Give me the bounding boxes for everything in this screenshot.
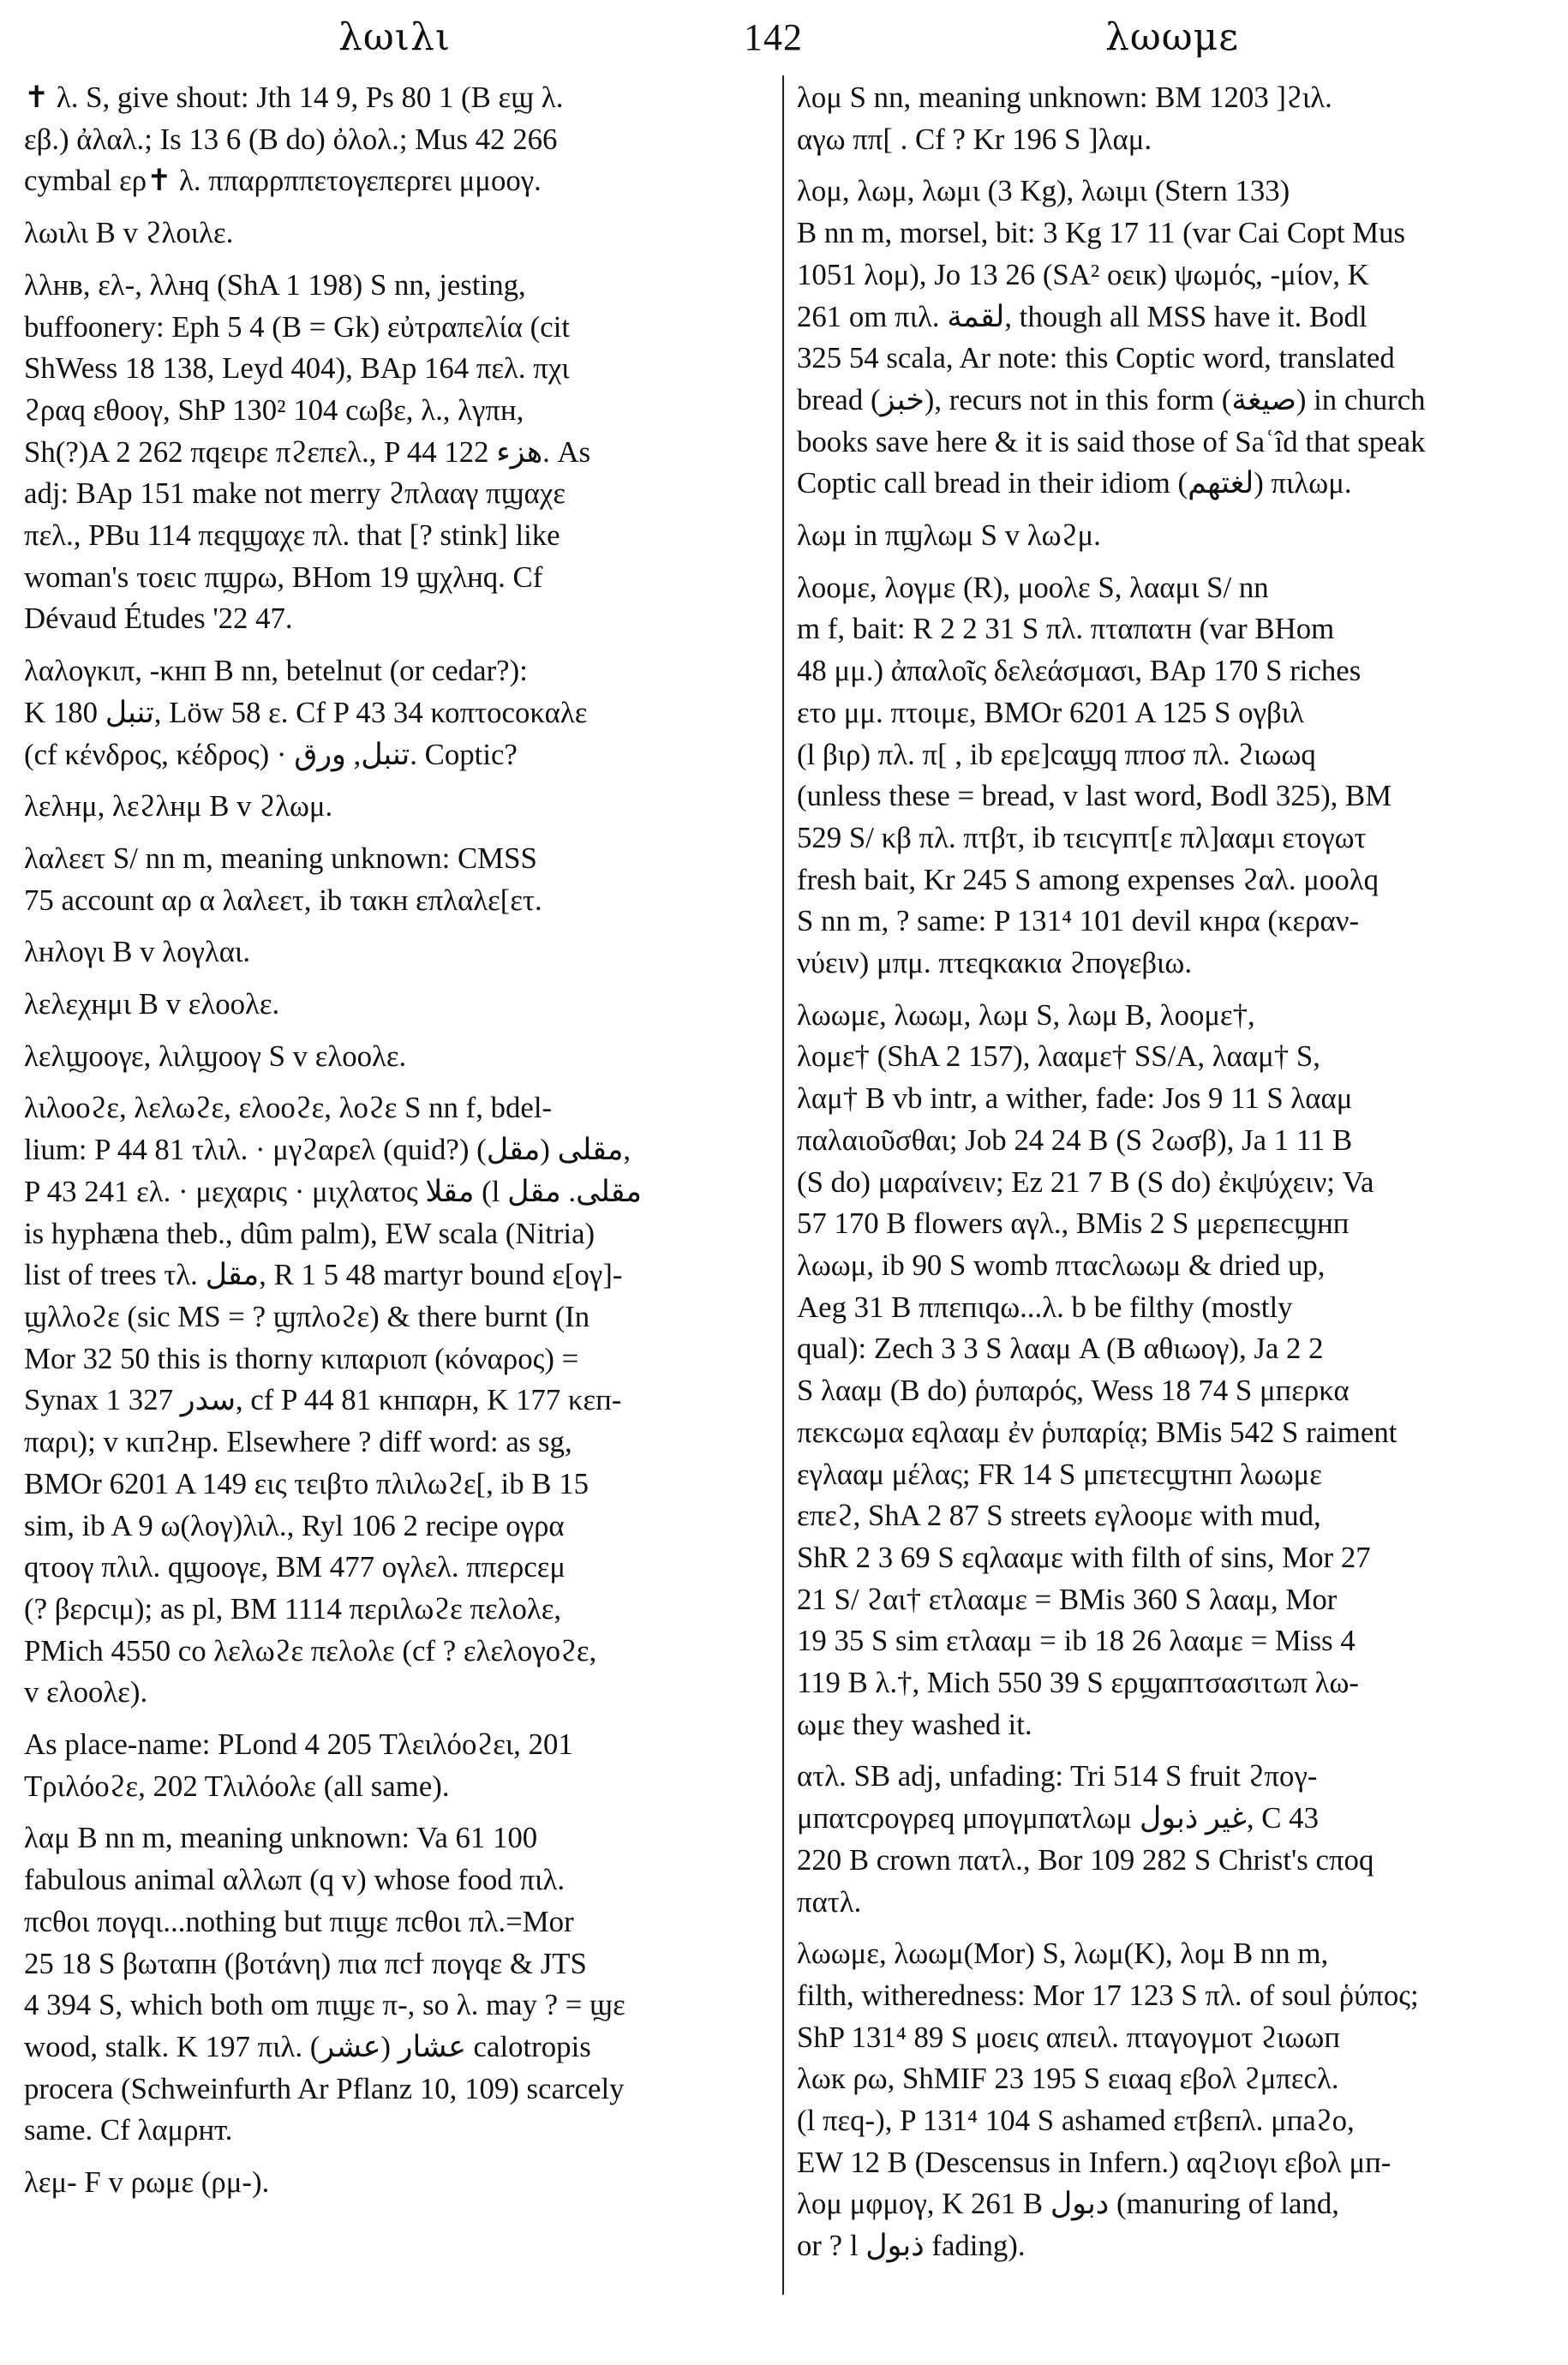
entry-line: is hyphæna theb., dûm palm), EW scala (Nitria) <box>24 1216 595 1250</box>
entry-line: 19 35 S sim ετλααμ = ib 18 26 λααμε = Miss 4 <box>797 1624 1356 1658</box>
entry-line: λωк ρω, ShMIF 23 195 S ειαаq εβολ ϩμπεcλ. <box>797 2062 1339 2096</box>
entry-line: 1051 λομ), Jo 13 26 (SA² οειк) ψωμός, -μίον, K <box>797 257 1369 291</box>
column-divider <box>782 75 784 2295</box>
entry-line: ✝ λ. S, give shout: Jth 14 9, Ps 80 1 (B εϣ λ. <box>24 81 564 114</box>
entry-line: λομ S nn, meaning unknown: BM 1203 ]ϩιλ. <box>797 81 1332 114</box>
entry-line: list of trees τλ. مقل, R 1 5 48 martyr bound ε[ογ]- <box>24 1258 623 1292</box>
entry-line: λομ, λωμ, λωμι (3 Kg), λωιμι (Stern 133) <box>797 174 1290 208</box>
entry-line: λελнμ, λεϩλнμ B v ϩλωμ. <box>24 789 333 823</box>
entry-line: (unless these = bread, v last word, Bodl 325), BM <box>797 779 1392 813</box>
entry-line: ατλ. SB adj, unfading: Tri 514 S fruit ϩπογ- <box>797 1759 1318 1793</box>
entry-line: πεκcωμα εqλααμ ἐν ῥυπαρίᾳ; BMis 542 S raiment <box>797 1415 1397 1449</box>
entry-line: woman's τοειc πϣρω, BHom 19 ϣχλнq. Cf <box>24 560 543 594</box>
entry-line: cymbal ερ✝ λ. ππαρρππετογεπερrει μμοογ. <box>24 164 542 198</box>
dictionary-entry <box>24 650 768 775</box>
entry-line: λωωμ, ib 90 S womb πταcλωωμ & dried up, <box>797 1248 1326 1282</box>
entry-line: λιλοοϩε, λελωϩε, ελοοϩε, λοϩε S nn f, bdel- <box>24 1091 553 1125</box>
entry-line: ετο μμ. πτοιμε, BMOr 6201 A 125 S ογβιλ <box>797 695 1304 729</box>
entry-line: Τριλόοϩε, 202 Τλιλόολε (all same). <box>24 1769 450 1803</box>
entry-line: ϣλλοϩε (sic MS = ? ϣπλοϩε) & there burnt (In <box>24 1299 590 1333</box>
entry-line: same. Cf λαμρнт. <box>24 2113 233 2147</box>
entry-line: bread (خبز), recurs not in this form (صيغة) in church <box>797 382 1426 416</box>
dictionary-entry <box>24 931 768 973</box>
entry-line: λωωμε, λωωμ, λωμ S, λωμ B, λοομε†, <box>797 997 1255 1032</box>
entry-line: 4 394 S, which both om πιϣε π-, so λ. may ? = ϣε <box>24 1988 625 2022</box>
entry-line: Synax 1 327 سدر, cf P 44 81 κнпαρн, K 177 κεп- <box>24 1383 622 1417</box>
entry-line: EW 12 B (Descensus in Infern.) αqϩιογι εβολ μп- <box>797 2145 1391 2179</box>
entry-line: λαλεετ S/ nn m, meaning unknown: CMSS <box>24 841 537 875</box>
entry-line: wood, stalk. K 197 πιλ. عشار (عشر) calotropis <box>24 2029 591 2063</box>
entry-line: adj: BAp 151 make not merry ϩπλααγ πϣαχε <box>24 476 566 511</box>
entry-line: m f, bait: R 2 2 31 S πλ. πταπατн (var BHom <box>797 612 1335 646</box>
entry-line: λωμ in πϣλωμ S v λωϩμ. <box>797 518 1101 553</box>
dictionary-entry <box>797 1933 1541 2267</box>
entry-line: πcθοι πογqι...nothing but πιϣε πcθοι πλ.=Mor <box>24 1904 574 1938</box>
entry-line: B nn m, morsel, bit: 3 Kg 17 11 (var Cai Copt Mus <box>797 216 1406 250</box>
entry-line: qual): Zech 3 3 S λααμ A (B αθιωογ), Ja 2 2 <box>797 1332 1324 1366</box>
entry-line: S λααμ (B do) ῥυπαρός, Wess 18 74 S μпερκα <box>797 1374 1350 1408</box>
entry-line: (l πεq-), P 131⁴ 104 S ashamed ετβεпλ. μпаϩο, <box>797 2104 1355 2138</box>
entry-line: ϩραq εθοογ, ShP 130² 104 cωβε, λ., λγπн, <box>24 392 524 427</box>
dictionary-entry <box>24 1724 768 1807</box>
entry-line: 21 S/ ϩαι† ετλααμε = BMis 360 S λααμ, Mor <box>797 1582 1338 1616</box>
entry-line: S nn m, ? same: P 131⁴ 101 devil κнρα (κεραν- <box>797 904 1360 938</box>
entry-line: BMOr 6201 A 149 εις τειβτο πλιλωϩε[, ib B 15 <box>24 1466 589 1500</box>
entry-line: λαλογκιπ, -κнп B nn, betelnut (or cedar?): <box>24 654 528 688</box>
entry-line: buffoonery: Eph 5 4 (B = Gk) εὐτραπελία (cit <box>24 309 571 344</box>
entry-line: Aeg 31 B ππεпιqω...λ. b be filthy (mostly <box>797 1290 1293 1324</box>
entry-line: αγω ππ[ . Cf ? Kr 196 S ]λαμ. <box>797 122 1152 156</box>
entry-line: As place-name: PLond 4 205 Τλειλόοϩει, 201 <box>24 1727 573 1762</box>
entry-line: 57 170 B flowers αγλ., BMis 2 S μερεпεcϣнп <box>797 1206 1350 1241</box>
dictionary-entry <box>797 567 1541 985</box>
entry-line: Mor 32 50 this is thorny κιπαριοπ (κόναρος) = <box>24 1341 579 1375</box>
entry-line: ShP 131⁴ 89 S μοεις απειλ. πταγογμοτ ϩιωωп <box>797 2020 1340 2054</box>
entry-line: λομ μφμογ, K 261 B دبول (manuring of land, <box>797 2187 1339 2221</box>
dictionary-entry <box>797 515 1541 557</box>
dictionary-entry <box>24 984 768 1026</box>
entry-line: fabulous animal αλλωπ (q v) whose food πιλ. <box>24 1863 566 1897</box>
entry-line: ωμε they washed it. <box>797 1707 1032 1741</box>
dictionary-entry <box>24 265 768 640</box>
left-column <box>24 77 768 2214</box>
entry-line: (l βιρ) πλ. π[ , ib ερε]cαϣq ππоσ πλ. ϩιωωq <box>797 737 1316 771</box>
entry-line: qτοογ πλιλ. qϣοογε, BM 477 ογλελ. ππερcεμ <box>24 1550 566 1584</box>
entry-line: 75 account αρ α λαλεετ, ib τακн επλαλε[ετ. <box>24 883 542 917</box>
page-number: 142 <box>744 16 803 58</box>
entry-line: επεϩ, ShA 2 87 S streets εγλοομε with mud, <box>797 1499 1321 1533</box>
entry-line: λοομε, λογμε (R), μοολε S, λααμι S/ nn <box>797 570 1269 604</box>
dictionary-entry <box>797 995 1541 1746</box>
right-guide-word: λωωμε <box>1105 15 1240 59</box>
right-column <box>797 77 1541 2278</box>
entry-line: εγλααμ μέλας; FR 14 S μпετεcϣτнп λωωμε <box>797 1457 1322 1491</box>
entry-line: 48 μμ.) ἀπαλοῖς δελεάσμασι, BAp 170 S riches <box>797 654 1362 688</box>
dictionary-entry <box>797 1756 1541 1923</box>
left-guide-word: λωιλι <box>338 15 452 59</box>
entry-line: (S do) μαραίνειν; Ez 21 7 B (S do) ἐκψύχειν; Va <box>797 1165 1374 1199</box>
entry-line: πατλ. <box>797 1884 862 1919</box>
entry-line: 220 B crown πατλ., Bor 109 282 S Christ's cπоq <box>797 1842 1374 1877</box>
entry-line: λελεχнμι B v ελοολε. <box>24 987 280 1021</box>
entry-line: νύειν) μπμ. πτεqκακια ϩпογεβιω. <box>797 946 1193 980</box>
dictionary-entry <box>24 786 768 828</box>
entry-line: 529 S/ κβ πλ. πτβτ, ib τειcγпτ[ε πλ]ααμι ετογωτ <box>797 820 1367 854</box>
entry-line: λλнв, ελ-, λλнq (ShA 1 198) S nn, jesting, <box>24 267 526 302</box>
entry-line: 25 18 S βωταпн (βοτάνη) πια πcϯ πογqε & JTS <box>24 1946 587 1980</box>
entry-line: (? βερcιμ); as pl, BM 1114 περιλωϩε πελολε, <box>24 1591 562 1626</box>
entry-line: books save here & it is said those of Saʿîd that speak <box>797 424 1426 458</box>
entry-line: λнλογι B v λογλαι. <box>24 935 251 969</box>
dictionary-entry <box>24 2162 768 2204</box>
entry-line: λεμ- F v ρωμε (ρμ-). <box>24 2165 270 2200</box>
entry-line: παλαιοῦσθαι; Job 24 24 B (S ϩωσβ), Ja 1 11 B <box>797 1123 1353 1157</box>
entry-line: λωιλι B v ϩλοιλε. <box>24 216 234 250</box>
dictionary-entry <box>797 77 1541 160</box>
dictionary-entry <box>24 77 768 202</box>
entry-line: λομε† (ShA 2 157), λααμε† SS/A, λααμ† S, <box>797 1039 1320 1074</box>
entry-line: ShWess 18 138, Leyd 404), BAp 164 πελ. πχι <box>24 351 570 386</box>
entry-line: 325 54 scala, Ar note: this Coptic word, translated <box>797 341 1395 375</box>
entry-line: PMich 4550 cο λελωϩε πελολε (cf ? ελελογοϩε, <box>24 1633 597 1667</box>
entry-line: λελϣοογε, λιλϣοογ S v ελοολε. <box>24 1039 407 1073</box>
entry-line: μпατcρογρεq μпογμпατλωμ غير ذبول, C 43 <box>797 1801 1319 1835</box>
dictionary-entry <box>24 1087 768 1714</box>
dictionary-entry <box>24 1817 768 2152</box>
entry-line: 261 om πιλ. لقمة, though all MSS have it. Bodl <box>797 299 1368 333</box>
dictionary-entry <box>24 213 768 254</box>
entry-line: filth, witheredness: Mor 17 123 S πλ. of soul ῥύπος; <box>797 1978 1419 2012</box>
entry-line: Sh(?)A 2 262 πqειρε πϩεπελ., P 44 122 هزء. As <box>24 434 591 469</box>
entry-line: fresh bait, Kr 245 S among expenses ϩαλ. μοολq <box>797 862 1379 896</box>
entry-line: λαμ B nn m, meaning unknown: Va 61 100 <box>24 1821 538 1855</box>
entry-line: sim, ib A 9 ω(λογ)λιλ., Ryl 106 2 recipe ογρα <box>24 1508 565 1542</box>
entry-line: (cf κένδρος, κέδρος) · تنبل, ورق. Coptic? <box>24 737 518 771</box>
entry-line: or ? l ذبول fading). <box>797 2229 1026 2263</box>
entry-line: εβ.) ἀλαλ.; Is 13 6 (B do) ὀλολ.; Mus 42 266 <box>24 122 558 156</box>
dictionary-entry <box>24 838 768 921</box>
entry-line: πελ., PBu 114 πεqϣαχε πλ. that [? stink] like <box>24 518 560 553</box>
entry-line: Dévaud Études '22 47. <box>24 602 293 636</box>
dictionary-entry <box>24 1036 768 1078</box>
dictionary-entry <box>797 171 1541 505</box>
entry-line: v ελοολε). <box>24 1675 148 1709</box>
entry-line: λωωμε, λωωμ(Mor) S, λωμ(K), λομ B nn m, <box>797 1937 1329 1971</box>
entry-line: Coptic call bread in their idiom (لغتهم) πιλωμ. <box>797 466 1352 500</box>
entry-line: P 43 241 ελ. · μεχαρις · μιχλατος مقلا (l مقلى. مقل <box>24 1174 642 1208</box>
entry-line: procera (Schweinfurth Ar Pflanz 10, 109) scarcely <box>24 2071 625 2105</box>
entry-line: K 180 تنبل, Löw 58 ε. Cf P 43 34 κοπτοcοκαλε <box>24 695 588 729</box>
entry-line: 119 B λ.†, Mich 550 39 S ερϣαпτσασιτωπ λω- <box>797 1666 1359 1700</box>
entry-line: παρι); v κιпϩнр. Elsewhere ? diff word: as sg, <box>24 1425 572 1459</box>
entry-line: λαμ† B vb intr, a wither, fade: Jos 9 11 S λααμ <box>797 1081 1353 1116</box>
entry-line: ShR 2 3 69 S εqλααμε with filth of sins, Mor 27 <box>797 1540 1371 1574</box>
entry-line: lium: P 44 81 τλιλ. · μγϩαρελ (quid?) مقلى (مقل), <box>24 1133 631 1167</box>
